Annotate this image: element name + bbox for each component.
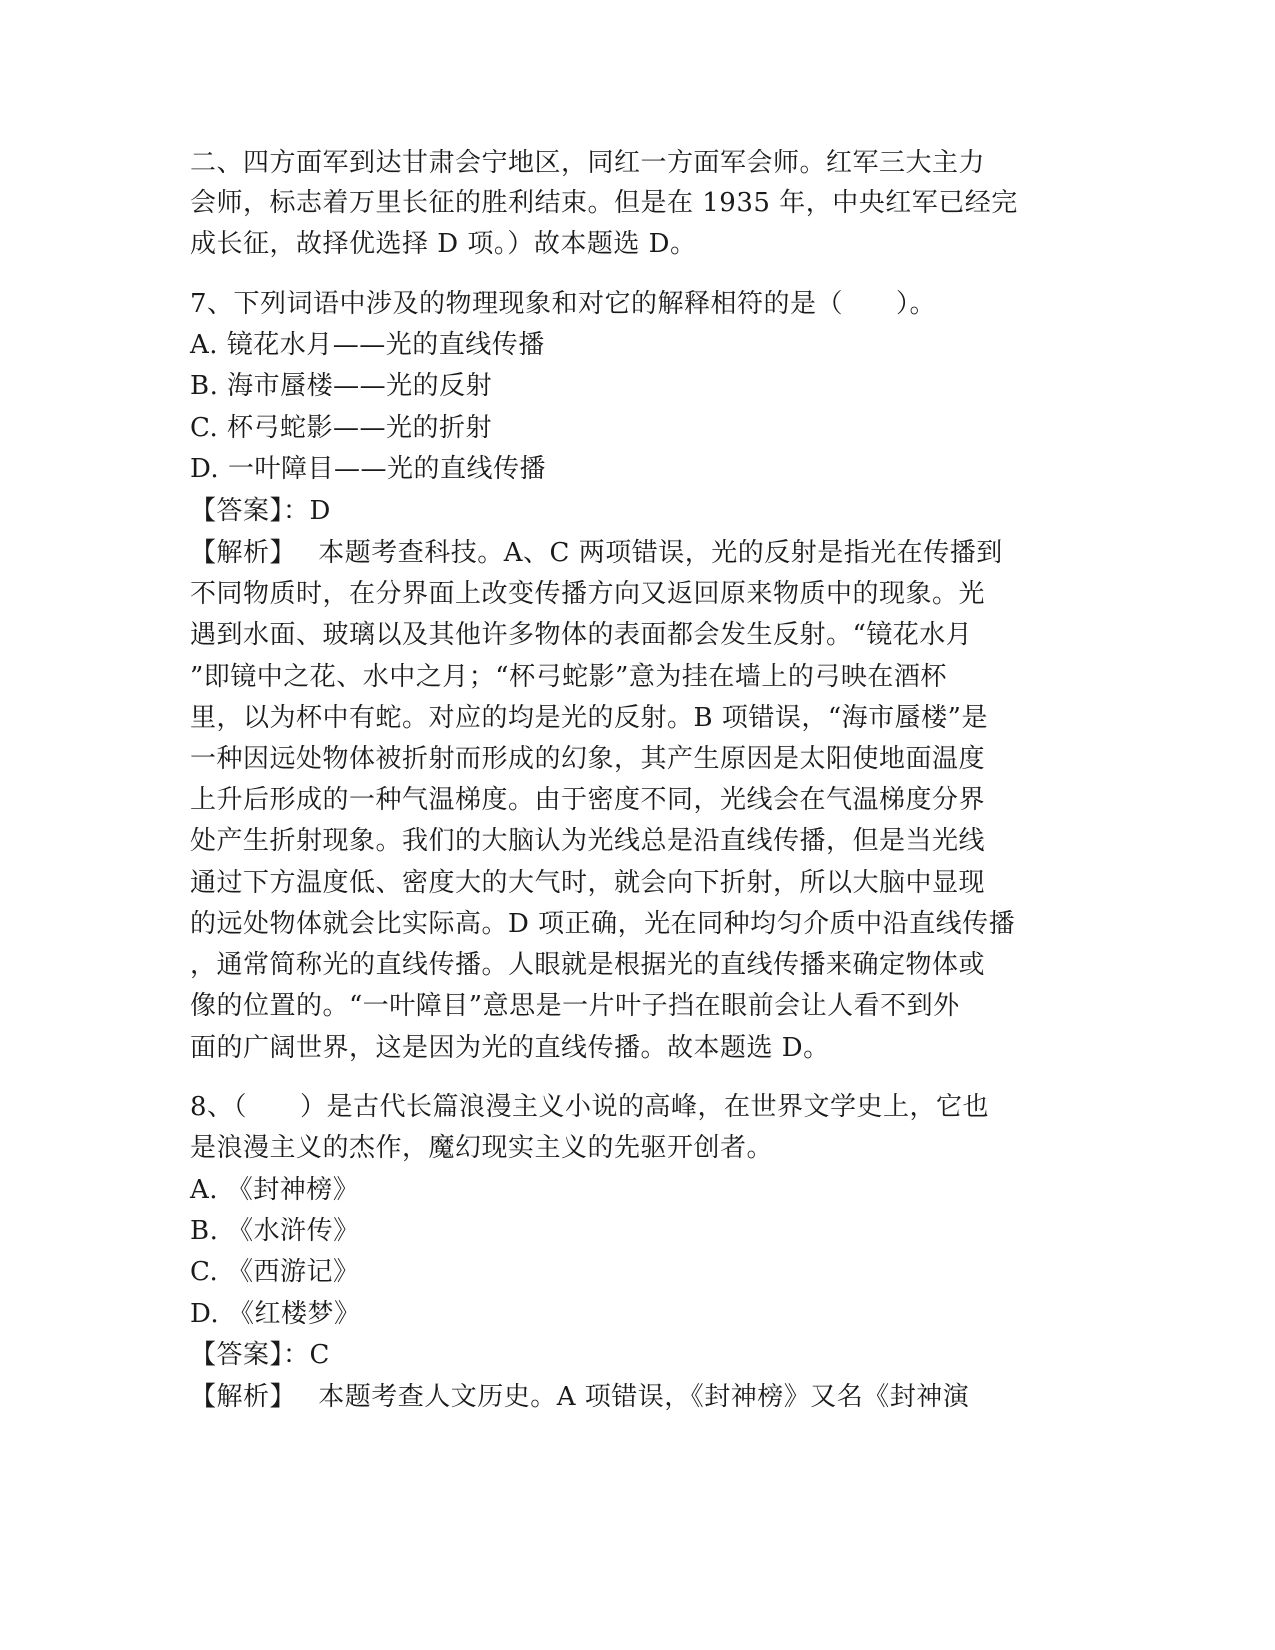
question-8-text: 8、（ ）是古代长篇浪漫主义小说的高峰，在世界文学史上，它也 (190, 1092, 990, 1122)
question-7-analysis-line: 一种因远处物体被折射而形成的幻象，其产生原因是太阳使地面温度 (190, 744, 986, 774)
question-7-analysis-line: 通过下方温度低、密度大的大气时，就会向下折射，所以大脑中显现 (190, 868, 986, 898)
question-8-option-c: C. 《西游记》 (190, 1257, 360, 1287)
question-7-analysis-line: ”即镜中之花、水中之月；“杯弓蛇影”意为挂在墙上的弓映在酒杯 (190, 662, 947, 692)
question-8-option-a: A. 《封神榜》 (190, 1175, 360, 1205)
question-7-analysis-line: 不同物质时，在分界面上改变传播方向又返回原来物质中的现象。光 (190, 579, 986, 609)
question-7-option-c: C. 杯弓蛇影——光的折射 (190, 413, 492, 443)
question-7-analysis-line: 【解析】 本题考查科技。A、C 两项错误，光的反射是指光在传播到 (190, 538, 1003, 568)
question-8-analysis-line: 【解析】 本题考查人文历史。A 项错误，《封神榜》又名《封神演 (190, 1382, 970, 1412)
question-8-answer: 【答案】：C (190, 1340, 330, 1370)
question-7-analysis-line: 里，以为杯中有蛇。对应的均是光的反射。B 项错误，“海市蜃楼”是 (190, 703, 988, 733)
continuation-line: 会师，标志着万里长征的胜利结束。但是在 1935 年，中央红军已经完 (190, 188, 1018, 218)
question-8-option-b: B. 《水浒传》 (190, 1216, 360, 1246)
continuation-line: 成长征，故择优选择 D 项。）故本题选 D。 (190, 229, 697, 259)
question-8-text: 是浪漫主义的杰作，魔幻现实主义的先驱开创者。 (190, 1133, 774, 1163)
question-7-text: 7、下列词语中涉及的物理现象和对它的解释相符的是（ ）。 (190, 289, 937, 319)
question-7-analysis-line: 处产生折射现象。我们的大脑认为光线总是沿直线传播，但是当光线 (190, 826, 986, 856)
continuation-line: 二、四方面军到达甘肃会宁地区，同红一方面军会师。红军三大主力 (190, 148, 986, 178)
question-7-analysis-line: 像的位置的。“一叶障目”意思是一片叶子挡在眼前会让人看不到外 (190, 991, 960, 1021)
question-7-option-d: D. 一叶障目——光的直线传播 (190, 454, 546, 484)
question-7-analysis-line: ，通常简称光的直线传播。人眼就是根据光的直线传播来确定物体或 (190, 950, 986, 980)
question-7-answer: 【答案】：D (190, 496, 331, 526)
question-7-analysis-line: 上升后形成的一种气温梯度。由于密度不同，光线会在气温梯度分界 (190, 785, 986, 815)
question-7-analysis-line: 遇到水面、玻璃以及其他许多物体的表面都会发生反射。“镜花水月 (190, 620, 973, 650)
question-7-analysis-line: 的远处物体就会比实际高。D 项正确，光在同种均匀介质中沿直线传播 (190, 909, 1016, 939)
question-7-analysis-line: 面的广阔世界，这是因为光的直线传播。故本题选 D。 (190, 1033, 830, 1063)
question-8-option-d: D. 《红楼梦》 (190, 1299, 361, 1329)
question-7-option-b: B. 海市蜃楼——光的反射 (190, 371, 493, 401)
question-7-option-a: A. 镜花水月——光的直线传播 (190, 330, 545, 360)
